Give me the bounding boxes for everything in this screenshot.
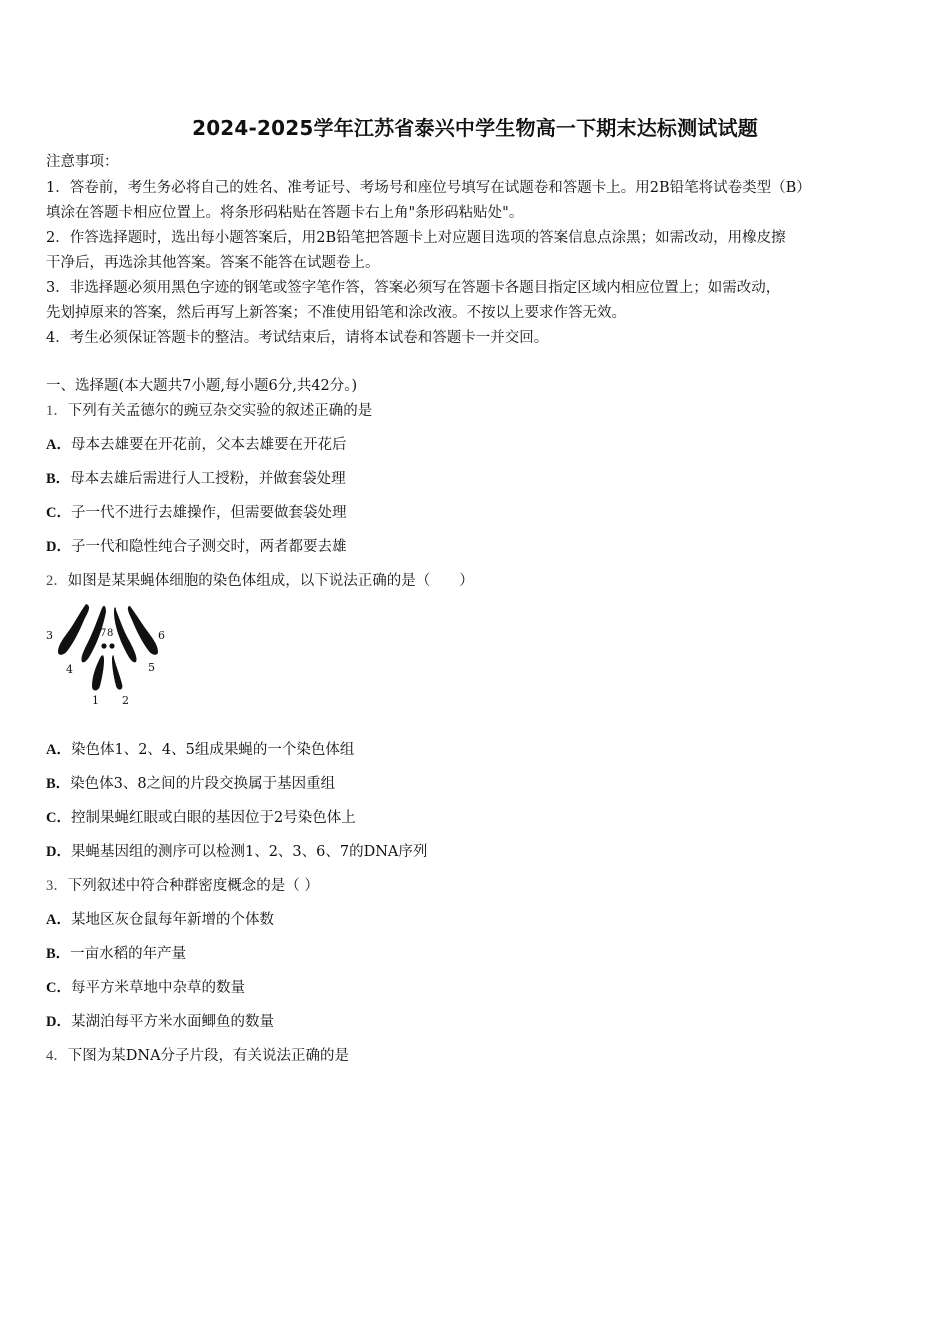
option-letter: A． xyxy=(46,912,71,928)
question-4 xyxy=(46,1046,349,1066)
option-c xyxy=(46,978,245,998)
question-text: 下列有关孟德尔的豌豆杂交实验的叙述正确的是 xyxy=(67,403,373,419)
figure-label-8: 8 xyxy=(107,628,114,639)
option-letter: C． xyxy=(46,505,71,521)
option-text: 母本去雄后需进行人工授粉，并做套袋处理 xyxy=(70,471,346,487)
chromosome-figure xyxy=(44,598,174,714)
figure-label-7: 7 xyxy=(100,628,107,639)
question-text: 如图是某果蝇体细胞的染色体组成，以下说法正确的是（ ） xyxy=(67,573,474,589)
option-d xyxy=(46,537,346,557)
chromosome-1 xyxy=(92,655,104,690)
option-c xyxy=(46,503,346,523)
option-letter: B． xyxy=(46,946,71,962)
option-b xyxy=(46,944,186,964)
notes-line: 填涂在答题卡相应位置上。将条形码粘贴在答题卡右上角"条形码粘贴处"。 xyxy=(46,205,524,221)
notes-line: 先划掉原来的答案，然后再写上新答案；不准使用铅笔和涂改液。不按以上要求作答无效。 xyxy=(46,305,626,321)
question-3 xyxy=(46,876,319,896)
option-letter: A． xyxy=(46,437,71,453)
option-d xyxy=(46,842,427,862)
option-letter: C． xyxy=(46,810,71,826)
figure-label-2: 2 xyxy=(122,694,129,707)
question-text: 下图为某DNA分子片段，有关说法正确的是 xyxy=(67,1048,350,1064)
option-letter: D． xyxy=(46,1014,71,1030)
question-number: 2． xyxy=(46,573,68,589)
figure-label-4: 4 xyxy=(66,663,73,676)
question-number: 4． xyxy=(46,1048,68,1064)
option-letter: D． xyxy=(46,844,71,860)
chromosome-8 xyxy=(109,643,114,648)
option-c xyxy=(46,808,356,828)
figure-label-1: 1 xyxy=(92,694,99,707)
option-d xyxy=(46,1012,274,1032)
notes-line: 4．考生必须保证答题卡的整洁。考试结束后，请将本试卷和答题卡一并交回。 xyxy=(46,330,549,346)
question-number: 3． xyxy=(46,878,68,894)
option-text: 子一代和隐性纯合子测交时，两者都要去雄 xyxy=(70,539,347,555)
option-a xyxy=(46,910,274,930)
section-heading: 一、选择题(本大题共7小题,每小题6分,共42分。) xyxy=(46,378,358,394)
question-2 xyxy=(46,571,474,591)
question-text: 下列叙述中符合种群密度概念的是（ ） xyxy=(67,878,319,894)
option-text: 每平方米草地中杂草的数量 xyxy=(70,980,245,996)
option-letter: D． xyxy=(46,539,71,555)
option-text: 某湖泊每平方米水面鲫鱼的数量 xyxy=(70,1014,274,1030)
notes-line: 干净后，再选涂其他答案。答案不能答在试题卷上。 xyxy=(46,255,380,271)
notes-line: 2．作答选择题时，选出每小题答案后，用2B铅笔把答题卡上对应题目选项的答案信息点涂黑；如需改动，用橡皮擦 xyxy=(46,230,786,246)
page-title: 2024-2025学年江苏省泰兴中学生物高一下期末达标测试试题 xyxy=(192,116,758,140)
figure-label-5: 5 xyxy=(148,661,155,674)
option-text: 果蝇基因组的测序可以检测1、2、3、6、7的DNA序列 xyxy=(70,844,428,860)
option-text: 子一代不进行去雄操作，但需要做套袋处理 xyxy=(70,505,347,521)
question-number: 1． xyxy=(46,403,68,419)
chromosome-2 xyxy=(112,655,122,689)
option-letter: A． xyxy=(46,742,71,758)
option-letter: B． xyxy=(46,471,71,487)
option-b xyxy=(46,469,346,489)
chromosome-7 xyxy=(101,643,106,648)
notes-heading: 注意事项： xyxy=(46,154,119,170)
option-letter: B． xyxy=(46,776,71,792)
option-text: 染色体1、2、4、5组成果蝇的一个染色体组 xyxy=(70,742,355,758)
notes-line: 1．答卷前，考生务必将自己的姓名、准考证号、考场号和座位号填写在试题卷和答题卡上。用2B铅笔将试卷类型（B） xyxy=(46,180,811,196)
notes-line: 3．非选择题必须用黑色字迹的钢笔或签字笔作答，答案必须写在答题卡各题目指定区域内相应位置上；如需改动， xyxy=(46,280,781,296)
option-text: 染色体3、8之间的片段交换属于基因重组 xyxy=(70,776,336,792)
figure-label-3: 3 xyxy=(46,629,53,642)
question-1 xyxy=(46,401,372,421)
option-a xyxy=(46,435,346,455)
option-text: 控制果蝇红眼或白眼的基因位于2号染色体上 xyxy=(70,810,356,826)
option-text: 母本去雄要在开花前，父本去雄要在开花后 xyxy=(70,437,347,453)
option-text: 一亩水稻的年产量 xyxy=(70,946,187,962)
chromosome-3 xyxy=(58,604,89,655)
option-text: 某地区灰仓鼠每年新增的个体数 xyxy=(70,912,274,928)
option-letter: C． xyxy=(46,980,71,996)
option-a xyxy=(46,740,354,760)
option-b xyxy=(46,774,335,794)
figure-label-6: 6 xyxy=(158,629,165,642)
